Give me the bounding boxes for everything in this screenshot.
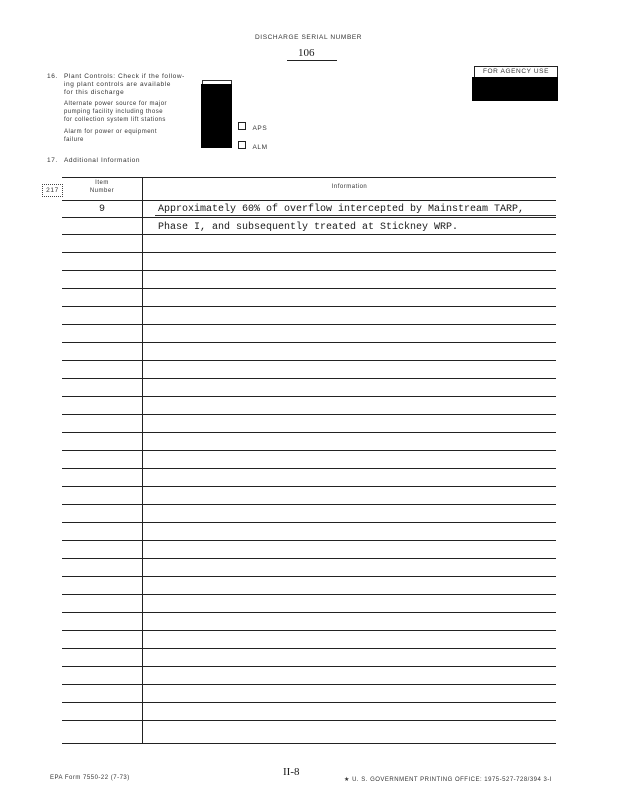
star-icon: ★ [344,777,350,783]
row-rule [62,324,556,325]
row-rule [62,270,556,271]
serial-underline [287,60,337,61]
row-rule [62,684,556,685]
alm-description-1: Alarm for power or equipment [64,129,158,135]
row-rule [62,306,556,307]
section-16-line3: for this discharge [64,89,125,96]
aps-description-3: for collection system lift stations [64,117,166,123]
row-rule [62,540,556,541]
row-1-item: 9 [98,204,105,215]
alm-code: ALM [252,144,268,151]
serial-number-label: DISCHARGE SERIAL NUMBER [255,34,363,41]
col-info-header: Information [331,184,368,190]
row-rule [62,504,556,505]
row-rule [62,630,556,631]
col-item-header-2: Number [89,188,115,194]
row-rule [62,450,556,451]
row-rule [62,217,556,218]
table-column-divider [142,177,143,744]
aps-checkbox[interactable] [238,122,246,130]
section-16-title: Plant Controls: Check if the follow- [64,73,185,80]
row-rule [62,486,556,487]
row-rule [62,360,556,361]
form-id: EPA Form 7550-22 (7-73) [50,775,130,781]
agency-redaction [472,77,558,101]
alm-description-2: failure [64,137,84,143]
row-2-info: Phase I, and subsequently treated at Stickney WRP. [158,222,459,233]
section-16-line2: ing plant controls are available [64,81,172,88]
row-rule [62,414,556,415]
row-rule [62,252,556,253]
col-item-header-1: Item [95,180,109,186]
row-rule [62,288,556,289]
table-bottom-border [62,743,556,744]
row-rule [62,576,556,577]
field-code-217: 217 [42,184,63,197]
agency-use-label: FOR AGENCY USE [482,68,550,75]
row-rule [62,468,556,469]
aps-description-2: pumping facility including those [64,109,164,115]
alm-checkbox[interactable] [238,141,246,149]
serial-number-value: 106 [298,47,315,59]
row-rule [62,342,556,343]
row-1-strike [155,215,556,216]
alm-checkbox-row [238,136,268,154]
table-header-border [62,200,556,201]
row-rule [62,234,556,235]
row-rule [62,432,556,433]
row-rule [62,666,556,667]
printing-office-text: U. S. GOVERNMENT PRINTING OFFICE: 1975-527-728/394 3-I [352,777,553,783]
row-rule [62,612,556,613]
row-1-info: Approximately 60% of overflow intercepted by Mainstream TARP, [158,204,525,215]
table-top-border [62,177,556,178]
plant-controls-redaction [201,84,232,148]
row-rule [62,702,556,703]
aps-code: APS [252,125,268,132]
row-rule [62,594,556,595]
aps-checkbox-row [238,117,267,135]
page-number: II-8 [283,766,300,778]
section-17-title: Additional Information [64,157,141,164]
row-rule [62,378,556,379]
printing-office [344,777,552,785]
row-rule [62,558,556,559]
row-rule [62,720,556,721]
row-rule [62,396,556,397]
row-rule [62,648,556,649]
aps-description-1: Alternate power source for major [64,101,168,107]
section-16-number: 16. [47,73,58,80]
row-rule [62,522,556,523]
section-17-number: 17. [47,157,58,164]
